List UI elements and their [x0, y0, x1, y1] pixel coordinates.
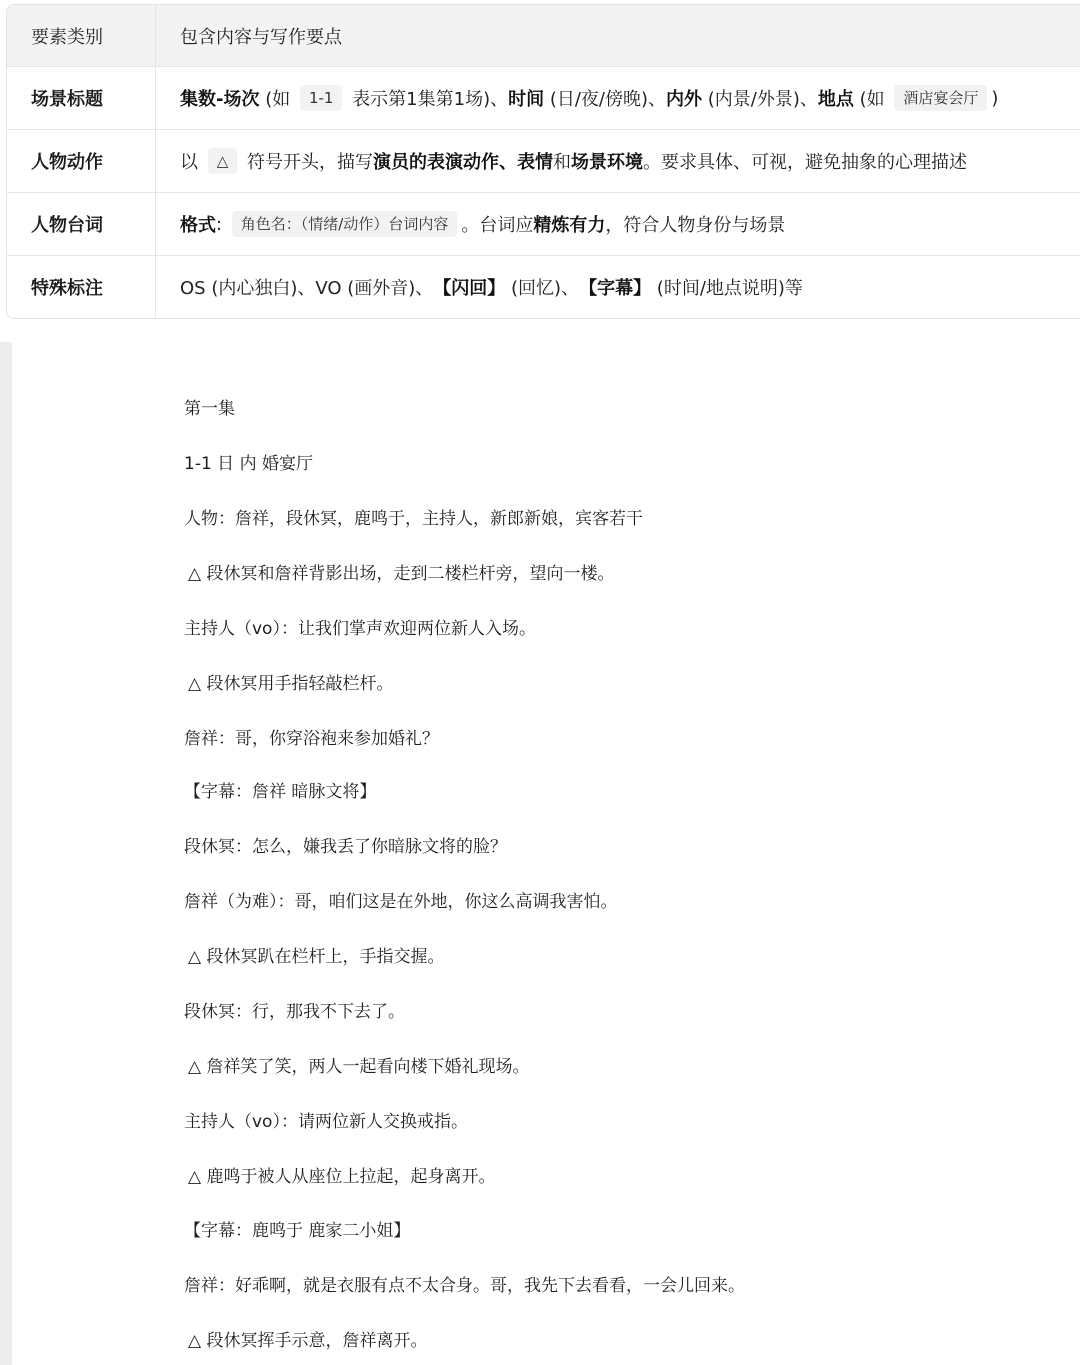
script-document: [0, 342, 1080, 1365]
text: :: [216, 213, 228, 235]
inline-code: 酒店宴会厅: [894, 85, 987, 111]
text: 。要求具体、可视，避免抽象的心理描述: [643, 152, 968, 173]
dialogue-line: 主持人（vo）：让我们掌声欢迎两位新人入场。: [184, 619, 536, 639]
dialogue-line: 詹祥：哥，你穿浴袍来参加婚礼？: [184, 729, 439, 749]
text: (时间/地点说明)等: [651, 278, 803, 299]
table-row-action: [7, 129, 1080, 192]
text: OS (内心独白)、VO (画外音)、: [180, 278, 434, 299]
dialogue-line: 段休冥：行，那我不下去了。: [184, 1002, 405, 1022]
dialogue-line: 段休冥：怎么，嫌我丢了你暗脉文将的脸？: [184, 837, 507, 857]
bold-text: 演员的表演动作、表情: [373, 152, 554, 173]
bold-text: 集数-场次: [180, 89, 260, 110]
action-line: △ 段休冥用手指轻敲栏杆。: [188, 674, 394, 694]
table-row-scene-heading: [7, 66, 1080, 129]
bold-text: 地点: [817, 89, 854, 110]
row-desc: [156, 130, 1080, 192]
inline-code: 角色名：（情绪/动作）台词内容: [232, 211, 458, 237]
text: 符号开头，描写: [241, 152, 374, 173]
text: (日/夜/傍晚)、: [544, 89, 667, 110]
text: 和: [553, 152, 572, 173]
bold-text: 格式: [180, 215, 216, 236]
table-row-dialogue: [7, 192, 1080, 255]
dialogue-line: 主持人（vo）：请两位新人交换戒指。: [184, 1112, 468, 1132]
text: (内景/外景)、: [702, 89, 818, 110]
header-desc: 包含内容与写作要点: [180, 26, 342, 48]
dialogue-line: 詹祥：好乖啊，就是衣服有点不太合身。哥，我先下去看看，一会儿回来。: [184, 1276, 745, 1296]
text: (如: [259, 89, 296, 110]
row-desc: [156, 67, 1080, 129]
bold-text: 场景环境: [571, 152, 644, 173]
inline-code: △: [208, 148, 238, 174]
text: (如: [853, 89, 891, 110]
row-type-label: 特殊标注: [7, 256, 156, 318]
left-margin-bar: [0, 342, 12, 1365]
table-row-special: [7, 255, 1080, 318]
row-desc: [156, 193, 1080, 255]
bold-text: 精炼有力: [533, 215, 606, 236]
subtitle-note: 【字幕：鹿鸣于 鹿家二小姐】: [184, 1221, 411, 1241]
bold-text: 时间: [508, 89, 545, 110]
elements-table: [6, 4, 1080, 319]
inline-code: 1-1: [300, 85, 343, 111]
action-line: △ 鹿鸣于被人从座位上拉起，起身离开。: [188, 1167, 496, 1187]
row-desc: [156, 256, 1080, 318]
text: 表示第1集第1场)、: [346, 89, 509, 110]
text: (回忆)、: [505, 278, 580, 299]
row-type-label: 场景标题: [7, 67, 156, 129]
table-header-row: [7, 5, 1080, 66]
episode-title: 第一集: [184, 399, 235, 419]
bold-text: 【字幕】: [579, 278, 652, 299]
subtitle-note: 【字幕：詹祥 暗脉文将】: [184, 782, 377, 802]
text: ): [991, 87, 999, 109]
action-line: △ 段休冥挥手示意，詹祥离开。: [188, 1331, 428, 1351]
scene-heading: 1-1 日 内 婚宴厅: [184, 454, 313, 474]
row-type-label: 人物台词: [7, 193, 156, 255]
action-line: △ 段休冥趴在栏杆上，手指交握。: [188, 947, 445, 967]
text: ，符合人物身份与场景: [605, 215, 786, 236]
header-type: 要素类别: [7, 5, 156, 66]
action-line: △ 段休冥和詹祥背影出场，走到二楼栏杆旁，望向一楼。: [188, 564, 615, 584]
text: 以: [180, 152, 204, 173]
bold-text: 【闪回】: [433, 278, 506, 299]
character-list: 人物：詹祥，段休冥，鹿鸣于，主持人，新郎新娘，宾客若干: [184, 509, 643, 529]
text: 。台词应: [461, 215, 534, 236]
dialogue-line: 詹祥（为难）：哥，咱们这是在外地，你这么高调我害怕。: [184, 892, 618, 912]
action-line: △ 詹祥笑了笑，两人一起看向楼下婚礼现场。: [188, 1057, 530, 1077]
row-type-label: 人物动作: [7, 130, 156, 192]
bold-text: 内外: [666, 89, 703, 110]
